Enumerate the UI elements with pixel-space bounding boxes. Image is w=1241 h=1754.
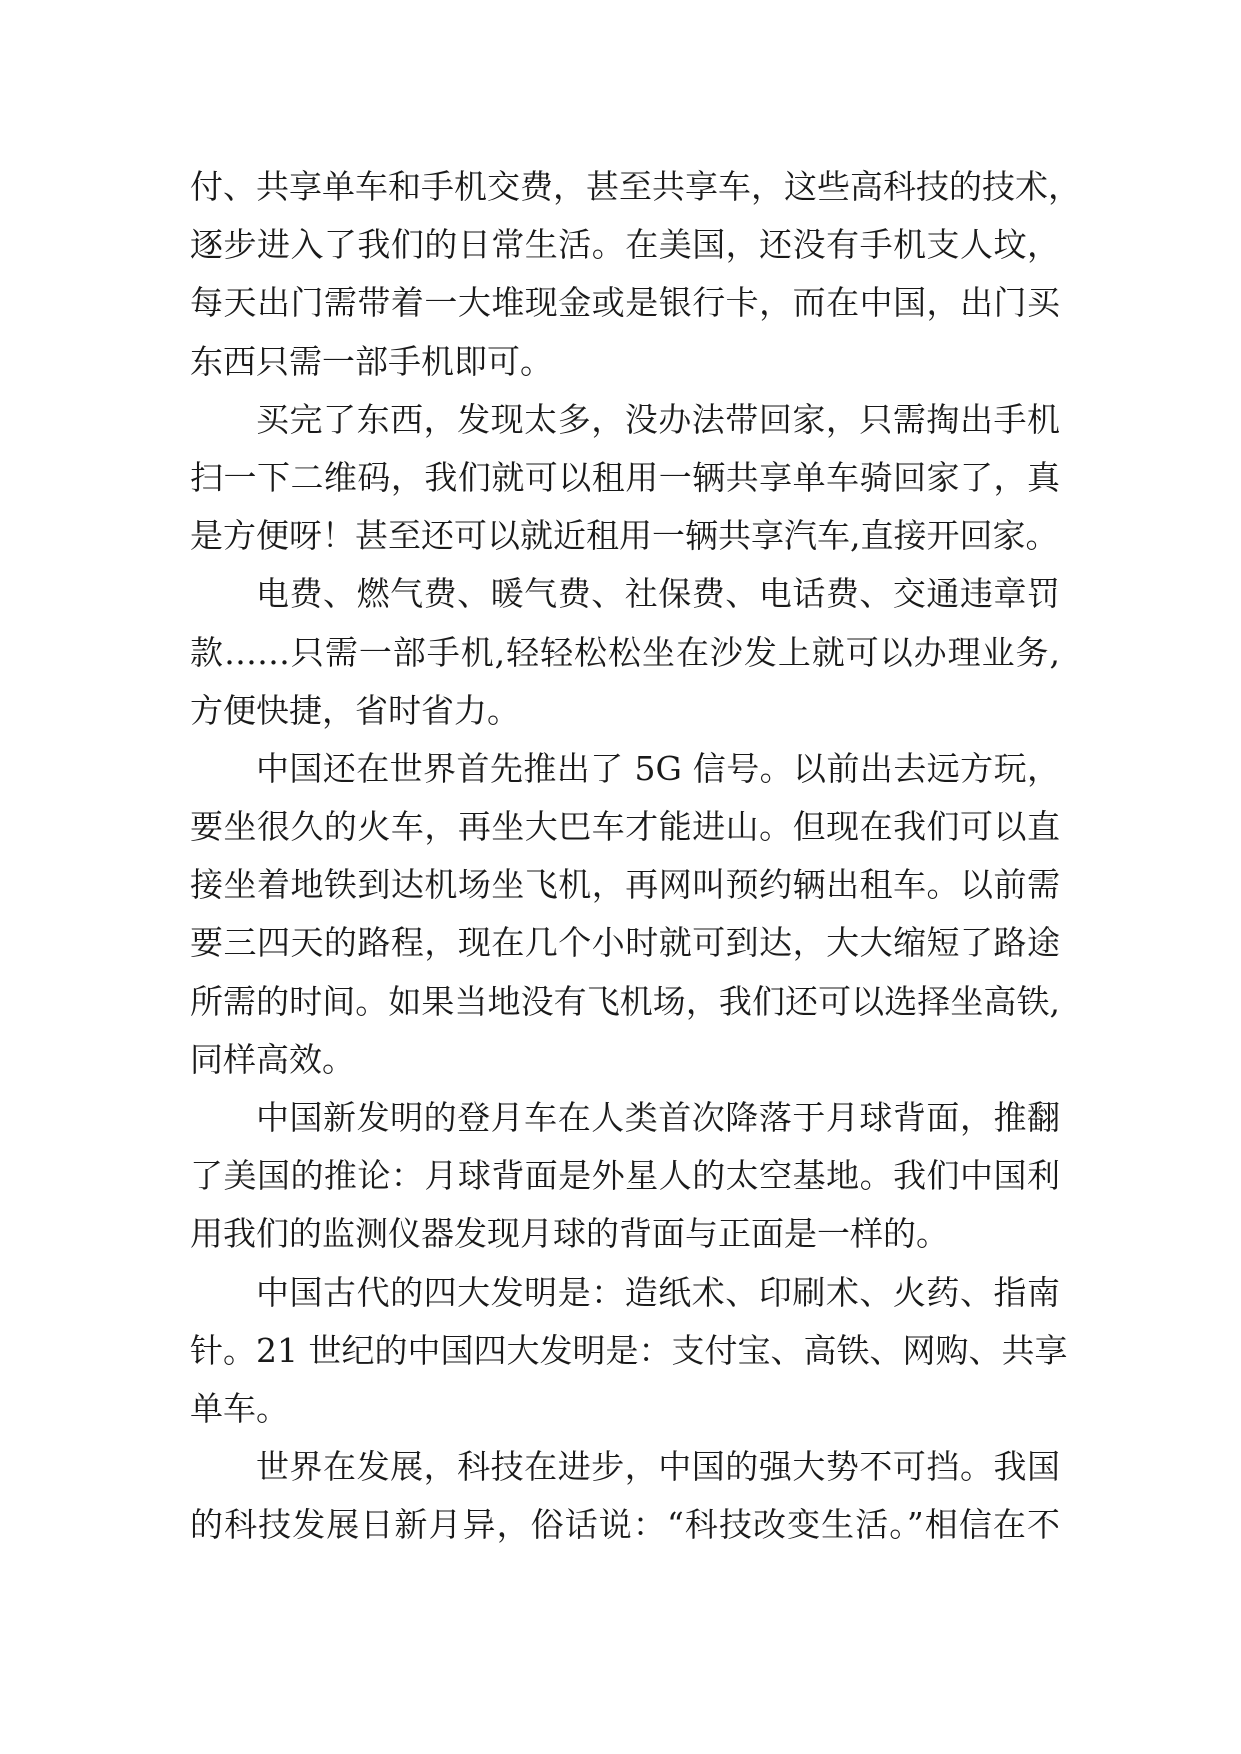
text-line: 的科技发展日新月异，俗话说：“科技改变生活。”相信在不: [190, 1505, 1060, 1545]
paragraph: [190, 1089, 1060, 1264]
text-line: 世界在发展，科技在进步，中国的强大势不可挡。我国: [256, 1447, 1060, 1487]
text-line: 款……只需一部手机,轻轻松松坐在沙发上就可以办理业务,: [190, 632, 1060, 672]
text-line: 付、共享单车和手机交费，甚至共享车，这些高科技的技术，: [190, 167, 1081, 206]
text-line: 中国还在世界首先推出了 5G 信号。以前出去远方玩，: [256, 748, 1060, 788]
text-line: 针。21 世纪的中国四大发明是：支付宝、高铁、网购、共享: [190, 1330, 1068, 1370]
text-line: 中国新发明的登月车在人类首次降落于月球背面，推翻: [256, 1098, 1060, 1137]
paragraph: [190, 565, 1060, 740]
text-line: 要坐很久的火车，再坐大巴车才能进山。但现在我们可以直: [190, 807, 1060, 847]
text-line: 每天出门需带着一大堆现金或是银行卡，而在中国，出门买: [190, 283, 1060, 323]
text-line: 接坐着地铁到达机场坐飞机，再网叫预约辆出租车。以前需: [190, 865, 1060, 905]
paragraph: [190, 1438, 1060, 1554]
text-line: 所需的时间。如果当地没有飞机场，我们还可以选择坐高铁,: [190, 981, 1060, 1021]
text-line: 中国古代的四大发明是：造纸术、印刷术、火药、指南: [256, 1272, 1060, 1312]
text-line: 用我们的监测仪器发现月球的背面与正面是一样的。: [190, 1214, 949, 1254]
text-line: 买完了东西，发现太多，没办法带回家，只需掏出手机: [256, 399, 1060, 439]
text-line: 是方便呀！甚至还可以就近租用一辆共享汽车,直接开回家。: [190, 516, 1059, 556]
text-line: 逐步进入了我们的日常生活。在美国，还没有手机支人坟，: [190, 225, 1060, 265]
paragraph: [190, 740, 1060, 1089]
text-line: 电费、燃气费、暖气费、社保费、电话费、交通违章罚: [256, 574, 1060, 614]
text-line: 要三四天的路程，现在几个小时就可到达，大大缩短了路途: [190, 923, 1060, 963]
text-line: 单车。: [190, 1388, 289, 1428]
paragraph: [190, 1264, 1068, 1439]
text-line: 东西只需一部手机即可。: [190, 341, 553, 381]
document-body: [190, 158, 1081, 1555]
text-line: 扫一下二维码，我们就可以租用一辆共享单车骑回家了，真: [190, 457, 1060, 497]
paragraph: [190, 158, 1081, 391]
text-line: 了美国的推论：月球背面是外星人的太空基地。我们中国利: [190, 1156, 1060, 1196]
text-line: 方便快捷，省时省力。: [190, 690, 520, 730]
paragraph: [190, 391, 1060, 566]
text-line: 同样高效。: [190, 1039, 355, 1079]
